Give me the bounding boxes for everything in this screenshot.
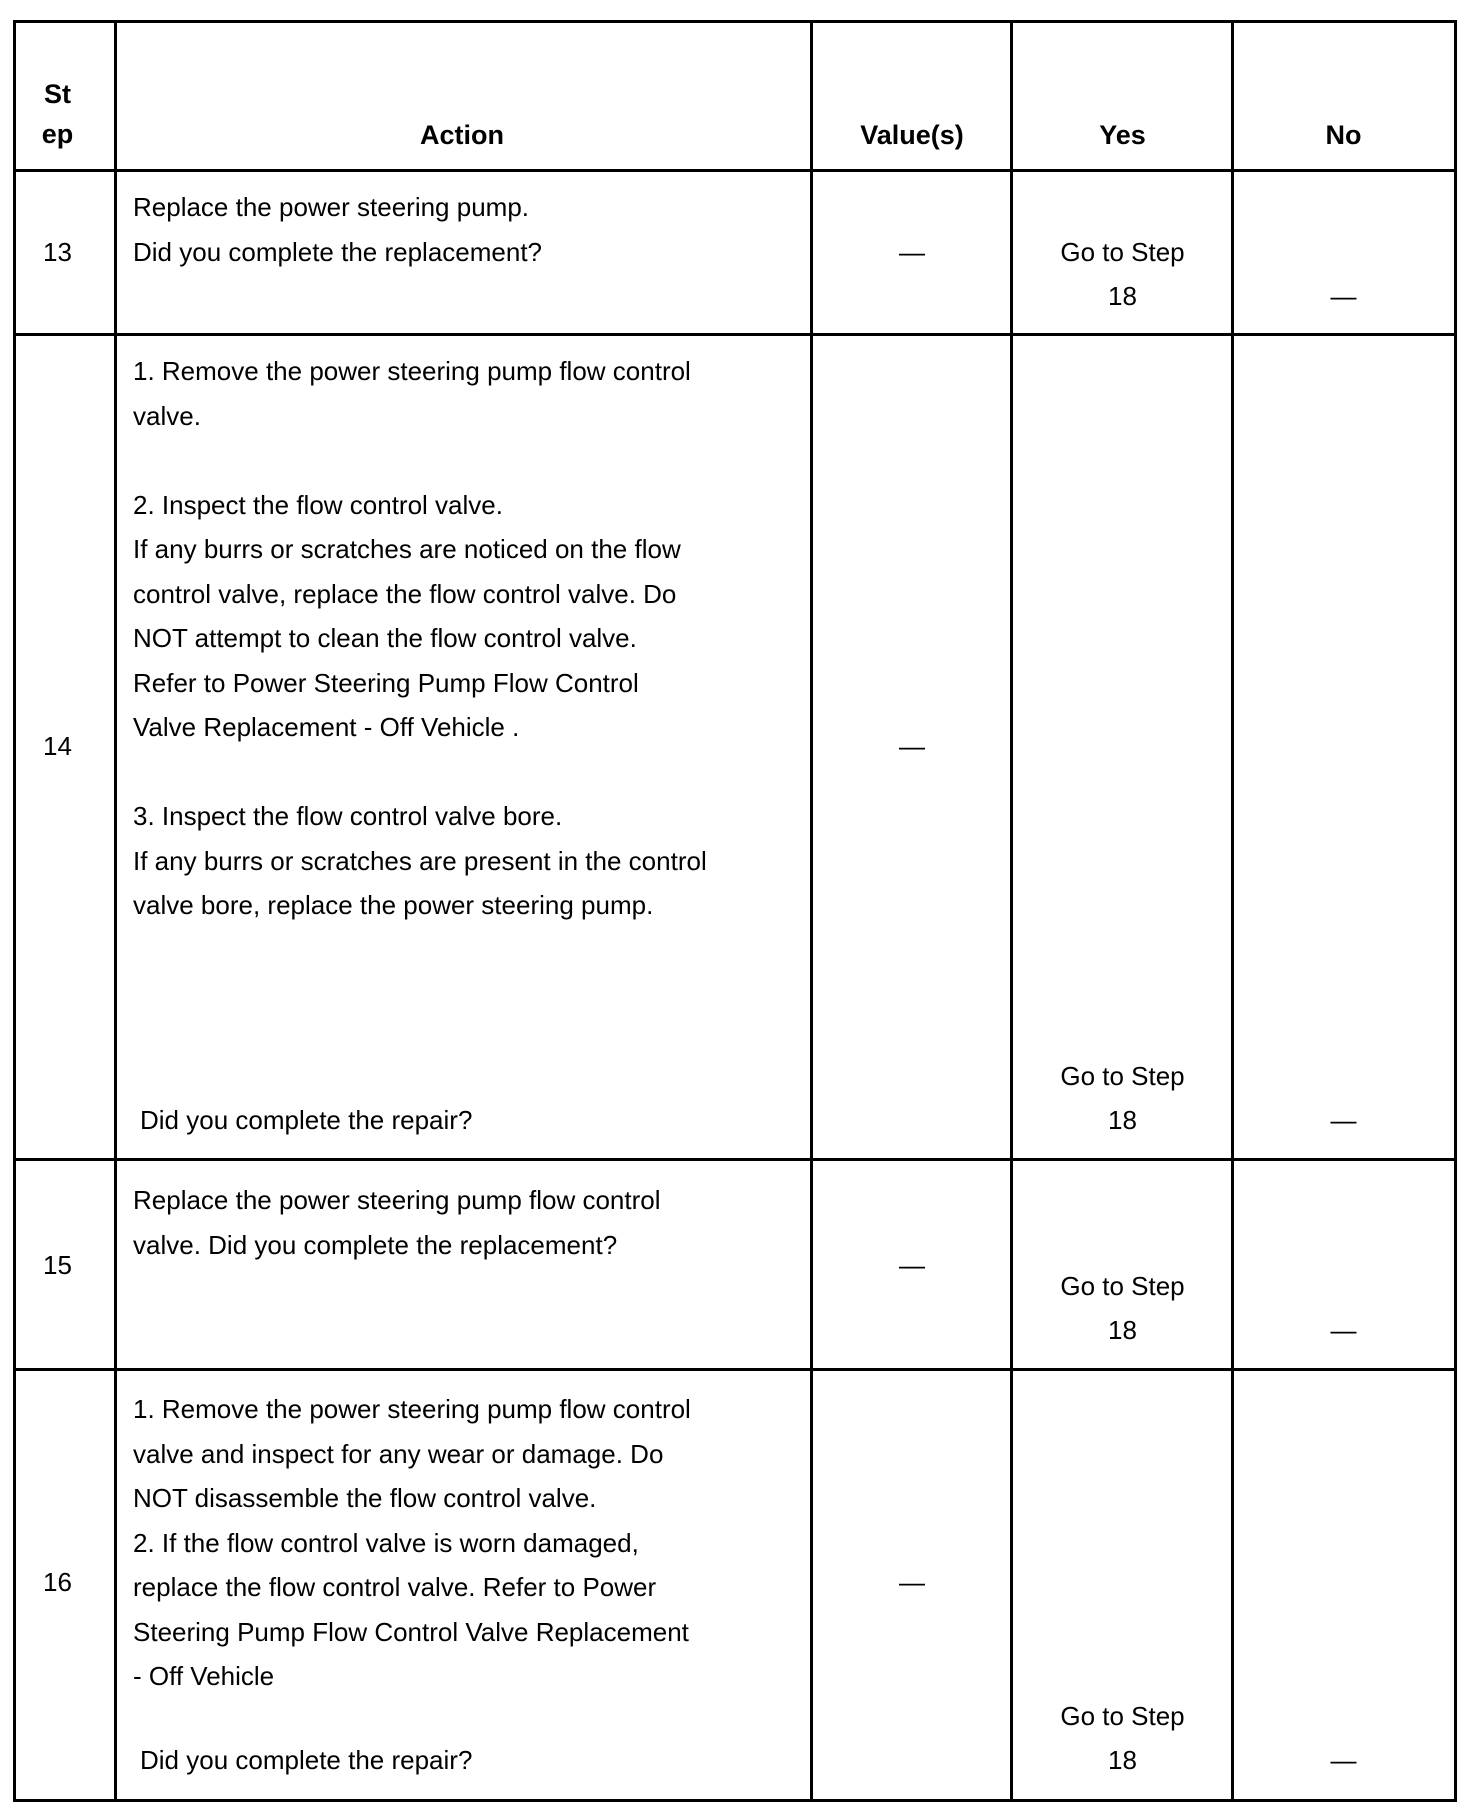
step-number: 14 xyxy=(43,731,72,761)
header-values: Value(s) xyxy=(860,120,964,150)
action-line: Valve Replacement - Off Vehicle . xyxy=(133,712,520,742)
table-border xyxy=(13,20,1457,23)
action-line: valve and inspect for any wear or damage. Do xyxy=(133,1438,664,1469)
yes-go-to-step: Go to Step xyxy=(1060,237,1185,267)
header-step: St ep xyxy=(41,79,74,149)
row-divider xyxy=(13,169,1457,172)
step-number: 15 xyxy=(43,1250,72,1280)
yes-step-number: 18 xyxy=(1108,1745,1137,1775)
action-line: Replace the power steering pump. xyxy=(133,192,530,222)
action-line: - Off Vehicle xyxy=(133,1661,275,1691)
action-text xyxy=(133,1178,661,1267)
action-line: valve. Did you complete the replacement? xyxy=(133,1229,618,1260)
action-line: Replace the power steering pump flow control xyxy=(133,1185,661,1215)
table-border xyxy=(13,1799,1457,1802)
action-question: Did you complete the repair? xyxy=(140,1745,473,1775)
action-line: Did you complete the replacement? xyxy=(133,236,543,267)
yes-step-number: 18 xyxy=(1108,281,1137,311)
column-divider xyxy=(114,20,117,1802)
action-line: Refer to Power Steering Pump Flow Control xyxy=(133,667,639,698)
row-divider xyxy=(13,1368,1457,1371)
action-line: valve bore, replace the power steering pump. xyxy=(133,890,654,920)
no-cell: — xyxy=(1330,1315,1357,1345)
step-number: 16 xyxy=(43,1567,72,1597)
action-line: valve. xyxy=(133,400,201,431)
step-number: 13 xyxy=(43,237,72,267)
yes-go-to-step: Go to Step xyxy=(1060,1701,1185,1731)
column-divider xyxy=(810,20,813,1802)
value-cell: — xyxy=(899,237,925,267)
action-line xyxy=(133,750,707,795)
table-border xyxy=(1454,20,1457,1802)
action-line: Steering Pump Flow Control Valve Replacement xyxy=(133,1616,689,1647)
value-cell: — xyxy=(899,1250,925,1280)
action-text xyxy=(133,349,707,928)
no-cell: — xyxy=(1330,1745,1357,1775)
action-question: Did you complete the repair? xyxy=(140,1105,473,1135)
action-line: NOT disassemble the flow control valve. xyxy=(133,1483,597,1513)
action-line: If any burrs or scratches are present in the control xyxy=(133,845,707,876)
value-cell: — xyxy=(899,731,925,761)
value-cell: — xyxy=(899,1567,925,1597)
action-line: replace the flow control valve. Refer to Power xyxy=(133,1572,657,1602)
action-line: NOT attempt to clean the flow control valve. xyxy=(133,623,637,653)
action-line: 2. If the flow control valve is worn damaged, xyxy=(133,1527,639,1558)
header-yes: Yes xyxy=(1099,120,1146,150)
row-divider xyxy=(13,333,1457,336)
no-cell: — xyxy=(1330,281,1357,311)
action-line: control valve, replace the flow control valve. Do xyxy=(133,578,677,609)
action-text xyxy=(133,1387,691,1699)
yes-step-number: 18 xyxy=(1108,1105,1137,1135)
table-border xyxy=(13,20,16,1802)
action-line: 2. Inspect the flow control valve. xyxy=(133,489,503,520)
header-action: Action xyxy=(420,120,504,150)
yes-go-to-step: Go to Step xyxy=(1060,1271,1185,1301)
row-divider xyxy=(13,1158,1457,1161)
action-line: 3. Inspect the flow control valve bore. xyxy=(133,801,563,831)
no-cell: — xyxy=(1330,1105,1357,1135)
action-line: 1. Remove the power steering pump flow control xyxy=(133,1394,691,1424)
header-no: No xyxy=(1325,120,1362,150)
action-line xyxy=(133,438,707,483)
action-line: 1. Remove the power steering pump flow control xyxy=(133,356,691,386)
yes-go-to-step: Go to Step xyxy=(1060,1061,1185,1091)
action-text xyxy=(133,185,542,274)
yes-step-number: 18 xyxy=(1108,1315,1137,1345)
action-line: If any burrs or scratches are noticed on the flow xyxy=(133,534,681,564)
